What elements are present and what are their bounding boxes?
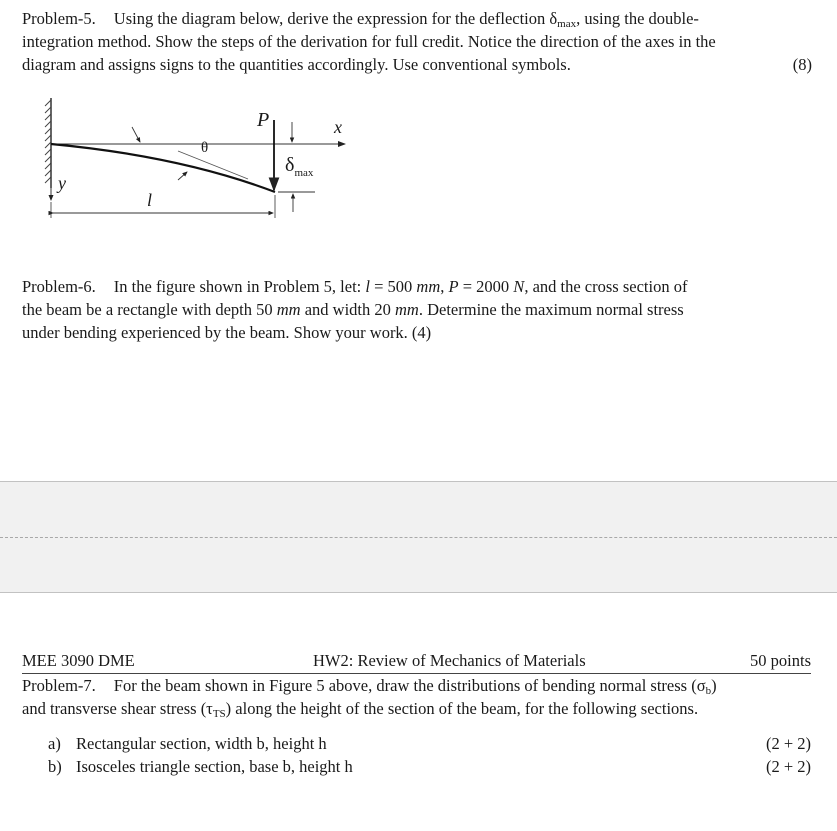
problem-7-line-2: and transverse shear stress $(\tau_{TS})$ along the height of the section of the beam, for the following sections. bbox=[22, 699, 699, 720]
problem-5-line-2: integration method. Show the steps of the derivation for full credit. Notice the direction of the axes in the bbox=[22, 32, 716, 51]
cantilever-beam-figure bbox=[20, 90, 360, 230]
problem-5-label: Problem-5. bbox=[22, 9, 96, 28]
problem-6-label: Problem-6. bbox=[22, 277, 96, 296]
item-points: (2 + 2) bbox=[765, 757, 811, 776]
list-item: b) Isosceles triangle section, base b, height h (2 + 2) bbox=[48, 757, 811, 776]
fixed-wall-icon bbox=[45, 98, 51, 188]
length-label: l bbox=[147, 190, 153, 210]
problem-5 bbox=[22, 7, 812, 76]
problem-7-label: Problem-7. bbox=[22, 676, 96, 695]
deflection-label: $\delta_{max}$ bbox=[285, 154, 314, 179]
problem-5-line-3: diagram and assigns signs to the quantities accordingly. Use conventional symbols. (8) bbox=[22, 55, 812, 74]
load-label: P bbox=[257, 109, 270, 131]
problem-5-points: (8) bbox=[792, 55, 812, 74]
problem-6-line-1: Problem-6. In the figure shown in Problem 5, let: l = 500 mm, P = 2000 N, and the cross section of bbox=[22, 277, 688, 296]
problem-6 bbox=[22, 275, 812, 344]
x-axis-label: x bbox=[334, 117, 342, 137]
item-points: (2 + 2) bbox=[765, 734, 811, 753]
list-item: a) Rectangular section, width b, height h (2 + 2) bbox=[48, 734, 811, 753]
page-header bbox=[22, 651, 811, 674]
y-axis-label: y bbox=[58, 173, 66, 193]
angle-label: θ bbox=[201, 140, 209, 156]
page-break-gap bbox=[0, 481, 837, 593]
problem-7-section-list bbox=[48, 732, 811, 778]
problem-6-line-3: under bending experienced by the beam. Show your work. (4) bbox=[22, 323, 432, 342]
page-break-dashed-separator bbox=[0, 537, 837, 538]
problem-6-line-2: the beam be a rectangle with depth 50 mm and width 20 mm. Determine the maximum normal stress bbox=[22, 300, 684, 319]
problem-7 bbox=[22, 674, 812, 720]
problem-5-line-1: Problem-5. Using the diagram below, derive the expression for the deflection $\delta_{max}$, using the double- bbox=[22, 9, 699, 30]
problem-7-line-1: Problem-7. For the beam shown in Figure 5 above, draw the distributions of bending normal stress $(\sigma_b)$ bbox=[22, 676, 717, 697]
course-code: MEE 3090 DME bbox=[22, 651, 135, 670]
assignment-title: HW2: Review of Mechanics of Materials bbox=[313, 651, 586, 670]
total-points: 50 points bbox=[750, 651, 811, 670]
